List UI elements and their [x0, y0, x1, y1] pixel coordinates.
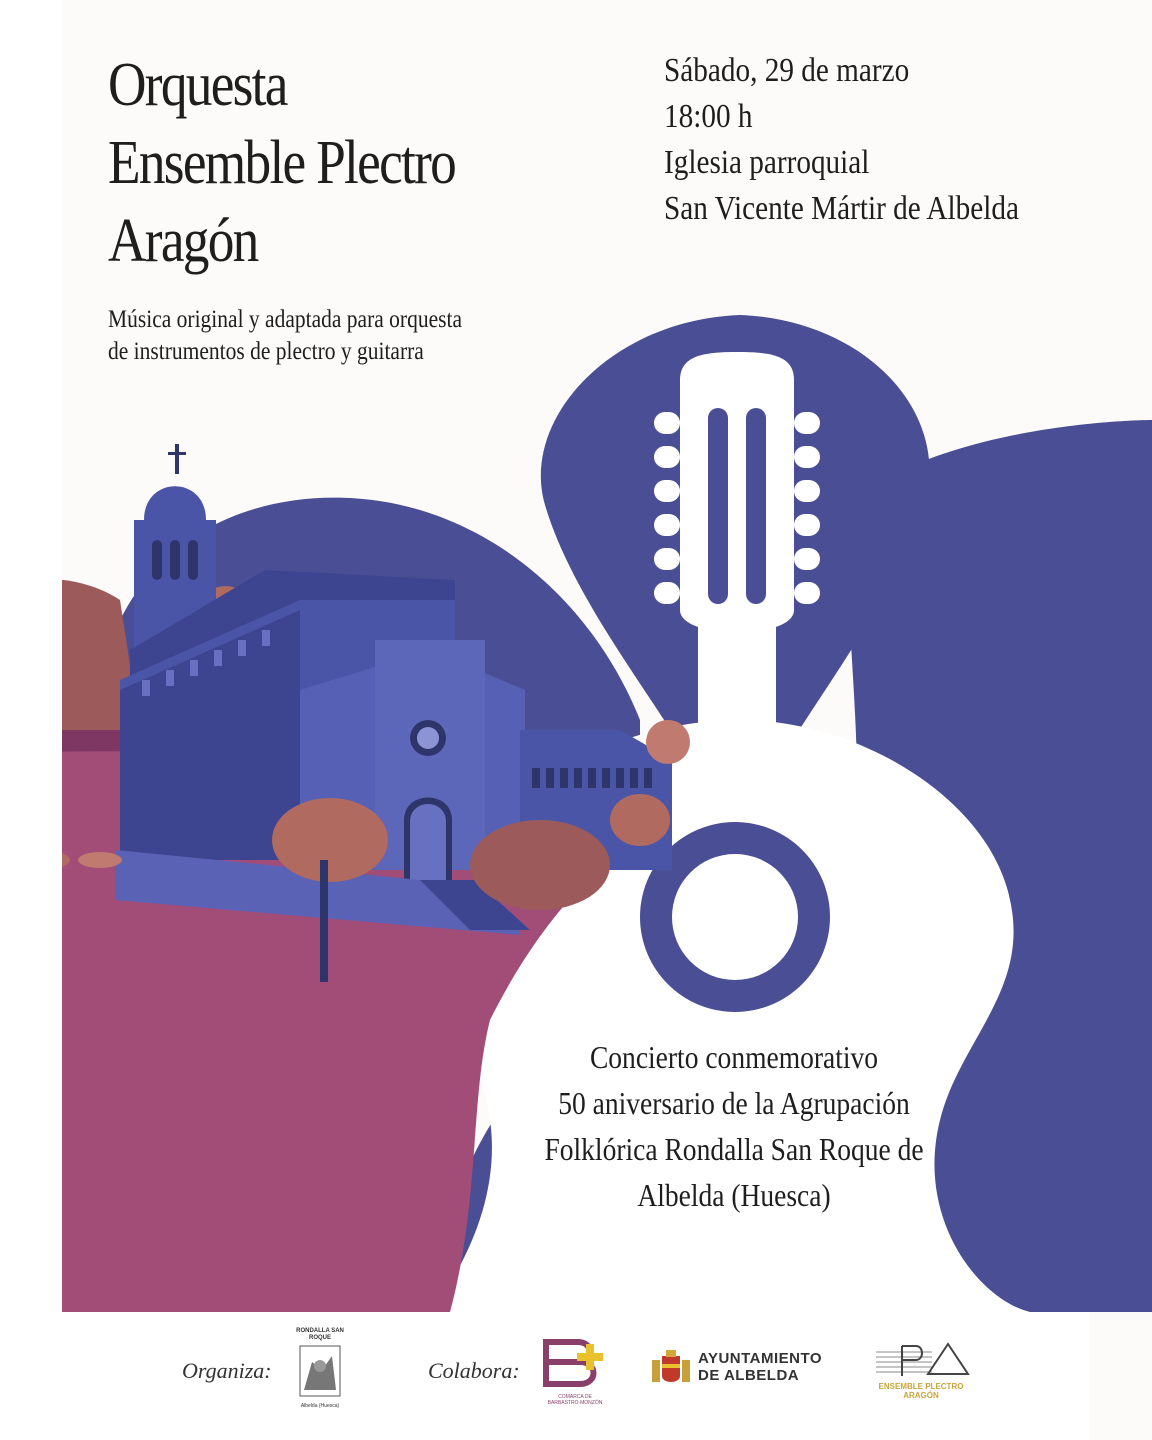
- ayuntamiento-line-1: AYUNTAMIENTO: [698, 1350, 823, 1367]
- concert-line-2: 50 aniversario de la Agrupación: [558, 1085, 910, 1121]
- colabora-label: Colabora:: [428, 1358, 520, 1383]
- ensemble-logo: [872, 1338, 972, 1382]
- organiza-label: Organiza:: [182, 1358, 272, 1383]
- ayuntamiento-text: [698, 1350, 822, 1384]
- subtitle-line-2: de instrumentos de plectro y guitarra: [108, 338, 424, 365]
- event-time: 18:00 h: [664, 98, 753, 135]
- guitar-headstock-icon: [680, 352, 794, 633]
- rondalla-logo-text-top: RONDALLA SAN ROQUE: [296, 1328, 344, 1341]
- concert-line-1: Concierto conmemorativo: [589, 1039, 879, 1075]
- event-venue-line1: Iglesia parroquial: [664, 144, 870, 181]
- title-line-2: Ensemble Plectro: [108, 129, 456, 197]
- subtitle-line-1: Música original y adaptada para orquesta: [108, 306, 463, 333]
- ensemble-logo-text: ENSEMBLE PLECTRO ARAGÓN: [878, 1382, 964, 1400]
- concert-line-3: Folklórica Rondalla San Roque de: [544, 1131, 924, 1167]
- poster-title: [108, 46, 455, 280]
- left-edge-strip: [0, 0, 62, 1440]
- comarca-logo-text: COMARCA DE BARBASTRO·MONZÓN: [547, 1394, 603, 1406]
- title-line-3: Aragón: [108, 207, 258, 275]
- ayuntamiento-line-2: DE ALBELDA: [698, 1367, 800, 1384]
- headstock-slot-right: [746, 408, 766, 604]
- title-line-1: Orquesta: [108, 51, 287, 119]
- poster-subtitle: [108, 304, 462, 368]
- rondalla-logo-text-bottom: Albelda (Huesca): [300, 1403, 340, 1409]
- event-venue-line2: San Vicente Mártir de Albelda: [664, 190, 1019, 227]
- headstock-slot-left: [708, 408, 728, 604]
- coat-of-arms-icon: [648, 1348, 694, 1388]
- comarca-logo: [542, 1338, 606, 1394]
- concert-line-4: Albelda (Huesca): [637, 1177, 831, 1213]
- event-date: Sábado, 29 de marzo: [664, 52, 910, 89]
- event-details: [664, 48, 1019, 232]
